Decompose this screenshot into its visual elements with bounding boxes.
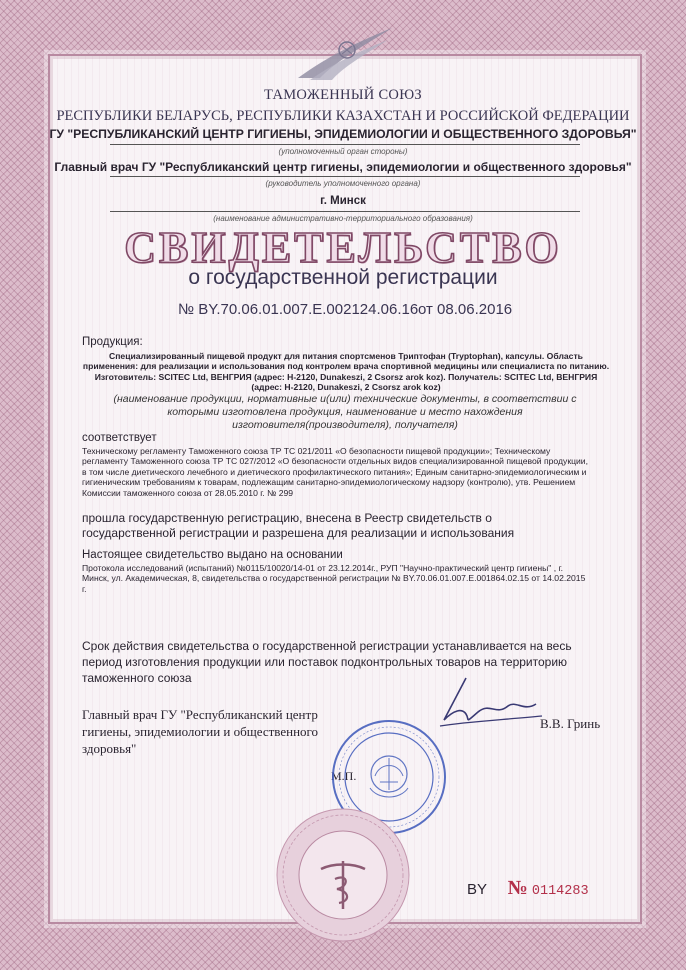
conformity-label: соответствует xyxy=(82,432,157,444)
conformity-text: Техническому регламенту Таможенного союза ТР ТС 021/2011 «О безопасности пищевой продукции»; Техническому регламенту Таможенного союза ТР ТС 027/2012 «О безопасности отдельных видов специализированной пищевой продукции, в том числе диетического лечебного и диетического профилактического питания»; Единым санитарно-эпидемиологическим и гигиеническим требованиям к товарам, подлежащим санитарно-эпидемиологическому надзору (контролю), утв. Решением Комиссии таможенного союза от 28.05.2010 г. № 299 xyxy=(82,446,588,498)
registration-date: от 08.06.2016 xyxy=(418,301,513,318)
number-sign: № xyxy=(507,877,528,899)
divider xyxy=(110,211,580,212)
signatory-name: В.В. Гринь xyxy=(540,716,601,731)
authority-hint: (уполномоченный орган стороны) xyxy=(278,147,408,156)
registration-number: № BY.70.06.01.007.Е.002124.06.16 xyxy=(178,301,419,318)
authority-name: ГУ "РЕСПУБЛИКАНСКИЙ ЦЕНТР ГИГИЕНЫ, ЭПИДЕМИОЛОГИИ И ОБЩЕСТВЕННОГО ЗДОРОВЬЯ" xyxy=(49,127,637,141)
certificate-title: СВИДЕТЕЛЬСТВО xyxy=(124,223,562,272)
customs-union-emblem-icon xyxy=(290,22,400,84)
registration-text: прошла государственную регистрацию, внесена в Реестр свидетельств о государственной регистрации и разрешена для реализации и использования xyxy=(82,511,515,540)
certificate-subtitle: о государственной регистрации xyxy=(188,266,498,289)
city-hint: (наименование административно-территориального образования) xyxy=(213,214,473,223)
serial-country: BY xyxy=(467,881,487,898)
validity-text: Срок действия свидетельства о государственной регистрации устанавливается на весь период изготовления продукции или поставок подконтрольных товаров на территорию таможенного союза xyxy=(82,639,572,685)
serial-number xyxy=(467,877,589,900)
union-members: РЕСПУБЛИКИ БЕЛАРУСЬ, РЕСПУБЛИКИ КАЗАХСТАН И РОССИЙСКОЙ ФЕДЕРАЦИИ xyxy=(56,108,630,124)
head-hint: (руководитель уполномоченного органа) xyxy=(265,179,421,188)
basis-label: Настоящее свидетельство выдано на основании xyxy=(82,549,343,561)
product-note: (наименование продукции, нормативные и(или) технические документы, в соответствии с которыми изготовлена продукция, наименование и место нахождения изготовителя(производителя), получателя) xyxy=(113,393,577,431)
divider xyxy=(110,176,580,177)
security-rosette xyxy=(273,805,413,945)
head-of-authority: Главный врач ГУ "Республиканский центр гигиены, эпидемиологии и общественного здоровья" xyxy=(54,160,632,174)
serial-digits: 0114283 xyxy=(531,884,589,899)
product-description: Специализированный пищевой продукт для питания спортсменов Триптофан (Tryptophan), капсулы. Область применения: для реализации и использования под контролем врача спортивной медицины или специалиста по питанию. Изготовитель: SCITEC Ltd, ВЕНГРИЯ (адрес: H-2120, Dunakeszi, 2 Csorsz arok koz). Получатель: SCITEC Ltd, ВЕНГРИЯ (адрес: H-2120, Dunakeszi, 2 Csorsz arok koz) xyxy=(82,351,610,393)
seal-place-label: М.П. xyxy=(331,769,357,783)
basis-text: Протокола исследований (испытаний) №0115/10020/14-01 от 23.12.2014г., РУП "Научно-практический центр гигиены" , г. Минск, ул. Академическая, 8, свидетельства о государственной регистрации № BY.70.06.01.007.Е.001864.02.15 от 14.02.2015 г. xyxy=(82,563,586,594)
union-title: ТАМОЖЕННЫЙ СОЮЗ xyxy=(264,87,422,103)
city: г. Минск xyxy=(320,195,366,207)
product-label: Продукция: xyxy=(82,336,143,348)
signatory-position: Главный врач ГУ "Республиканский центр гигиены, эпидемиологии и общественного здоровья" xyxy=(82,707,319,756)
divider xyxy=(110,144,580,145)
